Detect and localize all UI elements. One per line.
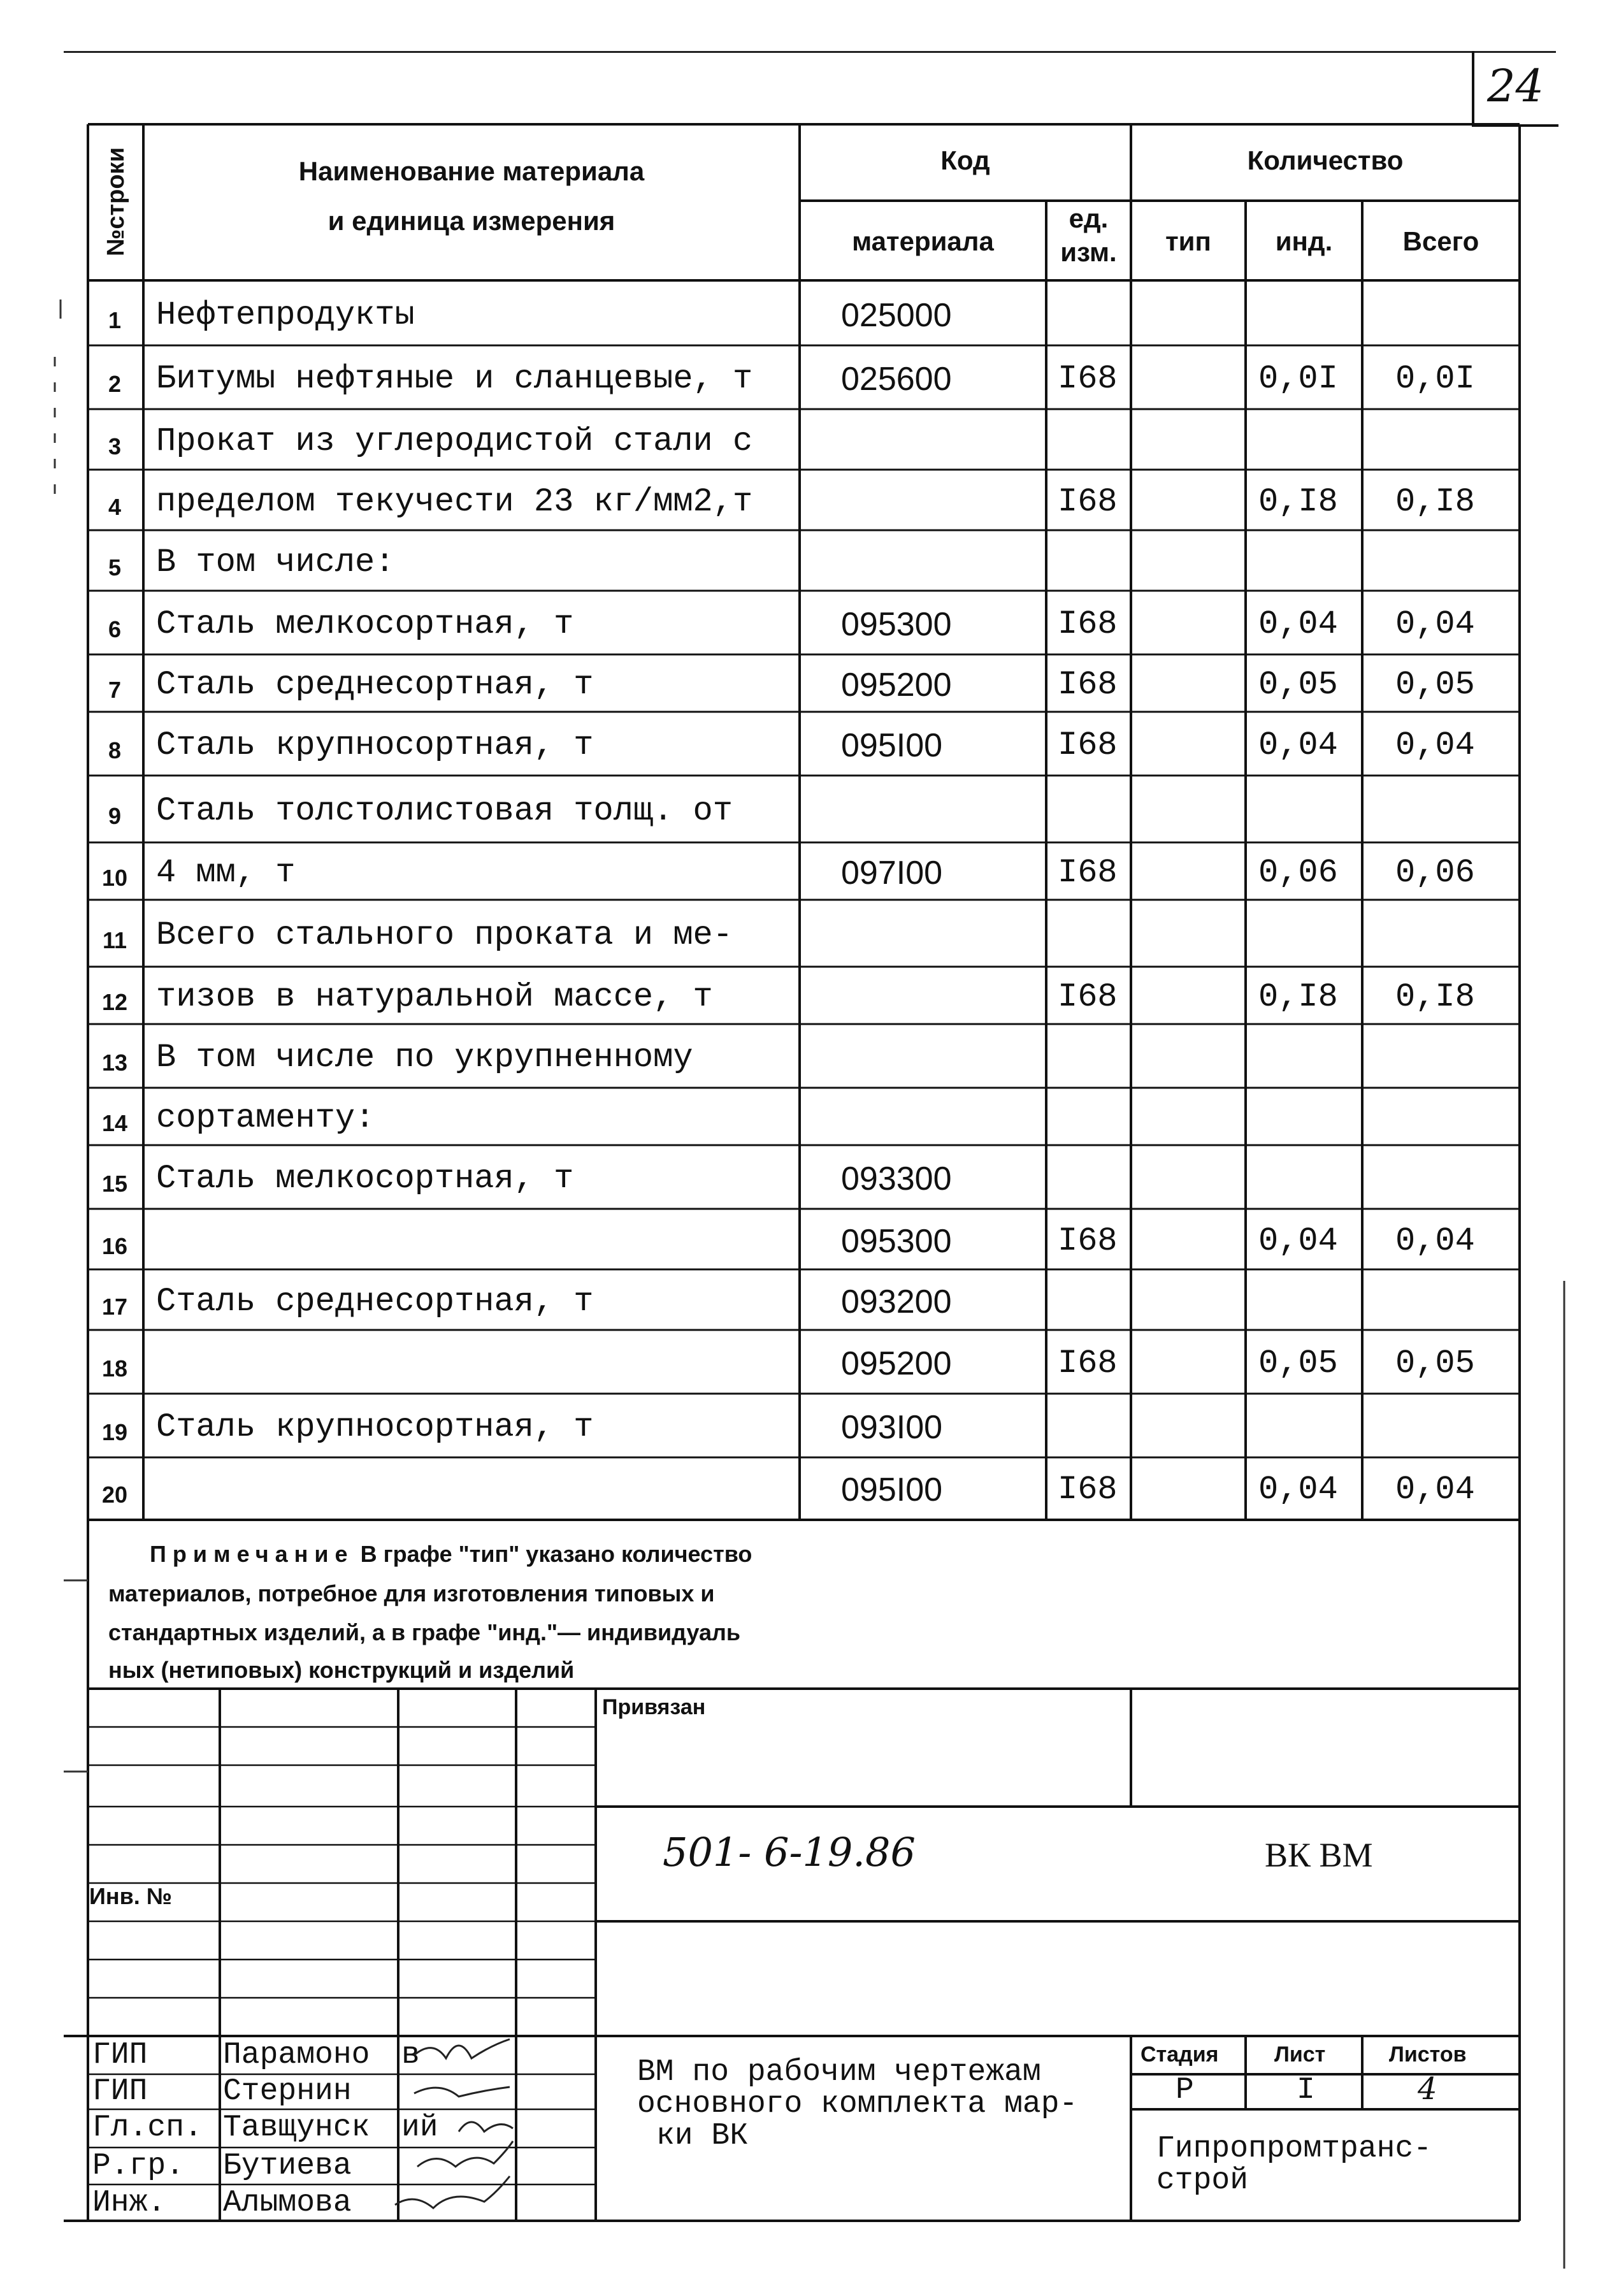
qty-total: 0,I8 [1395,978,1475,1016]
material-name: В том числе по укрупненному [156,1039,693,1076]
unit-code: I68 [1058,1345,1118,1382]
sheets-label: Листов [1389,2042,1467,2067]
signer-name: Стернин [223,2074,352,2109]
privyazan-label: Привязан [602,1695,706,1719]
unit-code: I68 [1058,726,1118,764]
row-number: 2 [108,371,122,397]
material-code: 093I00 [841,1409,943,1446]
row-number: 1 [108,307,122,333]
qty-individual: 0,04 [1258,1222,1338,1260]
signer-role: ГИП [92,2074,148,2109]
material-name: Сталь толстолистовая толщ. от [156,791,733,830]
header-qty-group: Количество [1247,145,1404,175]
material-name: тизов в натуральной массе, т [156,978,713,1016]
signer-role: ГИП [92,2038,148,2072]
sheet-title-line2: основного комплекта мар- [637,2087,1078,2121]
unit-code: I68 [1058,605,1118,643]
qty-individual: 0,04 [1258,605,1338,643]
qty-individual: 0,05 [1258,1345,1338,1382]
material-code: 095300 [841,606,952,643]
header-name-line2: и единица измерения [327,206,615,236]
note-line3: стандартных изделий, а в графе "инд."— индивидуаль [108,1619,741,1645]
material-name: Сталь среднесортная, т [156,1282,594,1320]
material-name: Сталь мелкосортная, т [156,1160,574,1197]
qty-total: 0,04 [1395,605,1475,643]
qty-total: 0,06 [1395,854,1475,892]
signer-name-tail: ий [401,2111,438,2145]
inv-no-label: Инв. № [89,1883,172,1909]
qty-individual: 0,I8 [1258,482,1338,521]
material-name: пределом текучести 23 кг/мм2,т [156,482,753,521]
material-code: 095200 [841,1345,952,1382]
sheet-value: I [1297,2073,1315,2107]
org-line1: Гипропромтранс- [1156,2132,1432,2166]
unit-code: I68 [1058,854,1118,892]
material-name: Сталь мелкосортная, т [156,605,574,643]
unit-code: I68 [1058,1470,1118,1508]
header-col-total: Всего [1402,226,1479,256]
org-line2: строй [1156,2163,1249,2198]
note-line4: ных (нетиповых) конструкций и изделий [108,1657,575,1683]
header-col-unit-2: изм. [1060,237,1117,267]
qty-individual: 0,I8 [1258,978,1338,1016]
material-code: 025600 [841,361,952,398]
material-code: 095I00 [841,727,943,764]
material-code: 095200 [841,667,952,704]
material-code: 095I00 [841,1471,943,1508]
row-number: 19 [101,1419,128,1445]
sheet-label: Лист [1274,2042,1326,2067]
signer-name: Парамоно [223,2038,370,2072]
material-code: 097I00 [841,855,943,892]
material-name: Сталь крупносортная, т [156,1408,594,1446]
note-text-1: В графе "тип" указано количество [360,1541,752,1567]
row-number: 12 [101,989,128,1015]
signer-role: Р.гр. [92,2149,185,2183]
material-code: 025000 [841,297,952,334]
note-label: Примечание [150,1541,354,1567]
signer-name: Алымова [223,2186,352,2220]
row-number: 11 [102,927,127,953]
material-name: 4 мм, т [156,854,296,892]
qty-individual: 0,04 [1258,1470,1338,1508]
material-name: сортаменту: [156,1099,375,1137]
header-col-unit-1: ед. [1069,203,1109,233]
header-name-line1: Наименование материала [298,156,645,186]
qty-total: 0,05 [1395,1345,1475,1382]
qty-total: 0,0I [1395,360,1475,398]
row-number: 10 [101,865,128,891]
sheet-title-line1: ВМ по рабочим чертежам [637,2055,1041,2090]
material-name: Битумы нефтяные и сланцевые, т [156,360,753,398]
qty-total: 0,04 [1395,1222,1475,1260]
material-name: Прокат из углеродистой стали с [156,422,753,460]
sheets-value: 4 [1418,2071,1437,2107]
row-number: 16 [101,1232,128,1259]
row-number: 5 [108,554,122,581]
row-number: 17 [101,1293,128,1320]
signer-name-tail: в [401,2038,420,2072]
row-number: 6 [108,616,122,642]
material-name: Сталь среднесортная, т [156,666,594,704]
header-code-group: Код [940,145,990,175]
row-number: 9 [108,802,122,829]
qty-total: 0,04 [1395,1470,1475,1508]
qty-individual: 0,06 [1258,854,1338,892]
drawing-mark: ВК ВМ [1265,1836,1373,1874]
material-code: 093300 [841,1160,952,1197]
qty-total: 0,04 [1395,726,1475,764]
row-number: 4 [108,493,122,520]
row-number: 18 [101,1355,128,1382]
header-col-material: материала [852,226,994,256]
header-col-ind: инд. [1275,226,1333,256]
stage-value: Р [1176,2073,1194,2107]
material-code: 095300 [841,1222,952,1260]
unit-code: I68 [1058,482,1118,521]
document-code: 501- 6-19.86 [663,1829,916,1875]
page-number: 24 [1487,60,1544,112]
unit-code: I68 [1058,666,1118,704]
material-code: 093200 [841,1283,952,1320]
unit-code: I68 [1058,1222,1118,1260]
qty-total: 0,I8 [1395,482,1475,521]
material-name: Всего стального проката и ме- [156,916,733,954]
signer-role: Гл.сп. [92,2111,203,2145]
signer-name: Бутиева [223,2149,352,2183]
row-number: 7 [108,677,122,703]
sheet-title-line3: ки ВК [656,2119,749,2153]
material-name: Нефтепродукты [156,296,415,334]
material-name: Сталь крупносортная, т [156,726,594,764]
signer-name: Тавщунск [223,2111,370,2145]
row-number: 14 [101,1110,128,1136]
material-name: В том числе: [156,543,395,581]
row-number: 20 [101,1481,128,1508]
header-col-type: тип [1165,226,1211,256]
row-number-label: №строки [103,147,129,256]
qty-individual: 0,05 [1258,666,1338,704]
signer-role: Инж. [92,2186,166,2220]
stage-label: Стадия [1140,2042,1219,2067]
note-line2: материалов, потребное для изготовления типовых и [108,1580,715,1606]
row-number: 15 [101,1171,128,1197]
unit-code: I68 [1058,360,1118,398]
unit-code: I68 [1058,978,1118,1016]
qty-individual: 0,04 [1258,726,1338,764]
qty-individual: 0,0I [1258,360,1338,398]
row-number: 8 [108,737,122,763]
row-number: 13 [101,1050,128,1076]
row-number: 3 [108,433,122,459]
qty-total: 0,05 [1395,666,1475,704]
